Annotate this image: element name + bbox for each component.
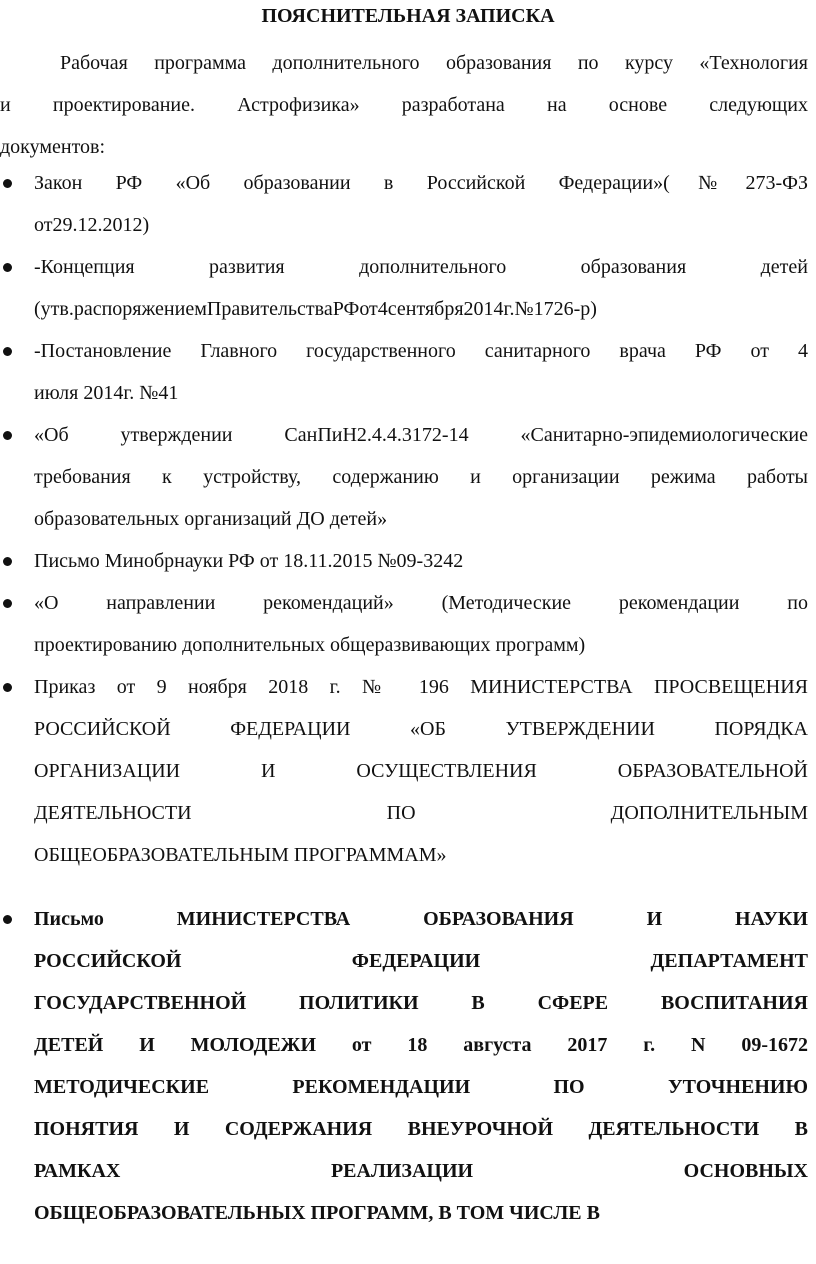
list-item-line: образовательных организаций ДО детей» (34, 508, 388, 530)
list-item-line: РОССИЙСКОЙ ФЕДЕРАЦИИ «ОБ УТВЕРЖДЕНИИ ПОРЯДКА (34, 718, 808, 740)
bullet-icon (3, 431, 12, 440)
list-item-line: проектированию дополнительных общеразвивающих программ) (34, 634, 586, 656)
list-item-line: «Об утверждении СанПиН2.4.4.3172-14 «Санитарно-эпидемиологические (34, 424, 808, 446)
bullet-icon (3, 915, 12, 924)
bullet-icon (3, 179, 12, 188)
list-item-line: (утв.распоряжениемПравительстваРФот4сентября2014г.№1726-р) (34, 298, 597, 320)
list-item (0, 414, 808, 540)
list-item-line: «О направлении рекомендаций» (Методические рекомендации по (34, 592, 808, 614)
list-item-line: ОБЩЕОБРАЗОВАТЕЛЬНЫМ ПРОГРАММАМ» (34, 844, 447, 866)
list-item-line: РОССИЙСКОЙ ФЕДЕРАЦИИ ДЕПАРТАМЕНТ (34, 950, 808, 972)
list-item-line: июля 2014г. №41 (34, 382, 179, 404)
list-item (0, 666, 808, 876)
list-item-line: -Концепция развития дополнительного образования детей (34, 256, 808, 278)
list-item (0, 162, 808, 246)
intro-line: Рабочая программа дополнительного образования по курсу «Технология (60, 52, 808, 74)
list-item (0, 246, 808, 330)
list-item-line: ОБЩЕОБРАЗОВАТЕЛЬНЫХ ПРОГРАММ, В ТОМ ЧИСЛЕ В (34, 1202, 600, 1224)
list-item-line: требования к устройству, содержанию и организации режима работы (34, 466, 808, 488)
list-item (0, 582, 808, 666)
list-item (0, 330, 808, 414)
list-item-line: -Постановление Главного государственного санитарного врача РФ от 4 (34, 340, 808, 362)
intro-line: и проектирование. Астрофизика» разработана на основе следующих (0, 94, 808, 116)
list-item-line: ДЕТЕЙ И МОЛОДЕЖИ от 18 августа 2017 г. N 09-1672 (34, 1034, 808, 1056)
list-item-line: Приказ от 9 ноября 2018 г. № 196 МИНИСТЕРСТВА ПРОСВЕЩЕНИЯ (34, 676, 808, 698)
list-item-line: Закон РФ «Об образовании в Российской Федерации»(№273-ФЗ (34, 172, 808, 194)
list-item-line: ОРГАНИЗАЦИИ И ОСУЩЕСТВЛЕНИЯ ОБРАЗОВАТЕЛЬНОЙ (34, 760, 808, 782)
bullet-icon (3, 347, 12, 356)
bullet-icon (3, 263, 12, 272)
intro-paragraph (0, 42, 808, 168)
documents-list (0, 162, 816, 1234)
bullet-icon (3, 557, 12, 566)
list-item-line: РАМКАХ РЕАЛИЗАЦИИ ОСНОВНЫХ (34, 1160, 808, 1182)
intro-line: документов: (0, 136, 106, 158)
document-title: ПОЯСНИТЕЛЬНАЯ ЗАПИСКА (261, 5, 555, 27)
list-item-line: МЕТОДИЧЕСКИЕ РЕКОМЕНДАЦИИ ПО УТОЧНЕНИЮ (34, 1076, 808, 1098)
list-item-line: Письмо МИНИСТЕРСТВА ОБРАЗОВАНИЯ И НАУКИ (34, 908, 808, 930)
list-item (0, 540, 808, 582)
bullet-icon (3, 683, 12, 692)
list-spacer (0, 876, 816, 898)
list-item-line: ДЕЯТЕЛЬНОСТИ ПО ДОПОЛНИТЕЛЬНЫМ (34, 802, 808, 824)
list-item-line: ПОНЯТИЯ И СОДЕРЖАНИЯ ВНЕУРОЧНОЙ ДЕЯТЕЛЬНОСТИ В (34, 1118, 808, 1140)
bullet-icon (3, 599, 12, 608)
list-item-line: Письмо Минобрнауки РФ от 18.11.2015 №09-3242 (34, 550, 464, 572)
list-item-line: от29.12.2012) (34, 214, 150, 236)
list-item (0, 898, 808, 1234)
list-item-line: ГОСУДАРСТВЕННОЙ ПОЛИТИКИ В СФЕРЕ ВОСПИТАНИЯ (34, 992, 808, 1014)
